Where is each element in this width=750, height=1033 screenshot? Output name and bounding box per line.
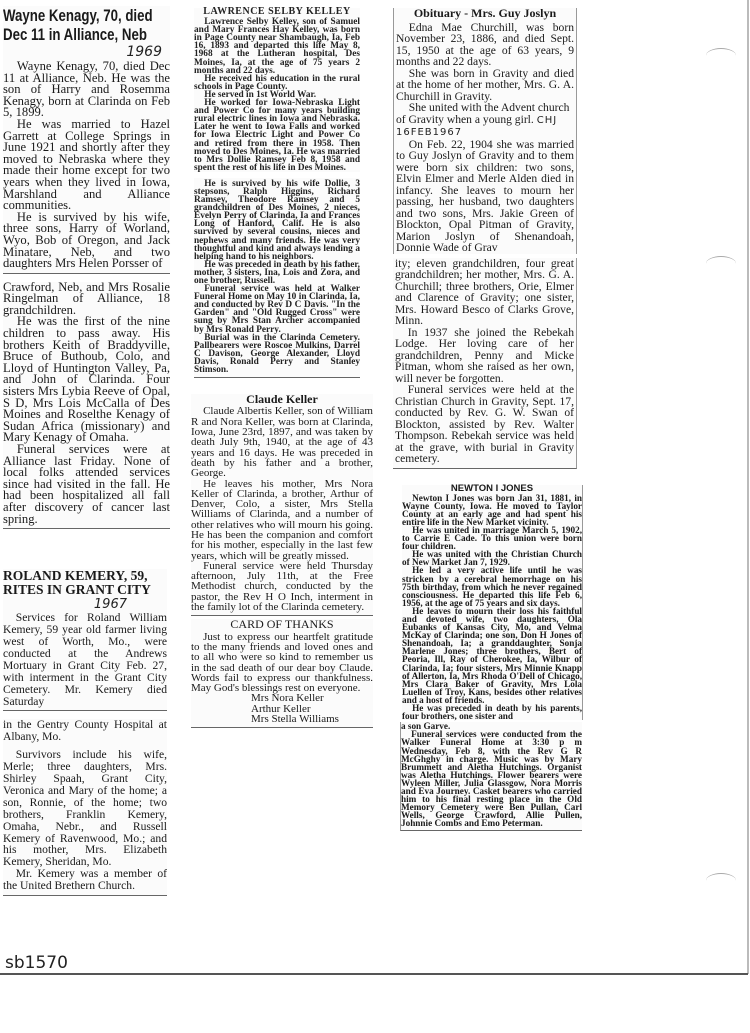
punch-hole (706, 873, 736, 888)
paragraph: On Feb. 22, 1904 she was married to Guy Joslyn of Gravity and to them were born six children: two sons, Elvin Elmer and Merle Alden died in infancy. She leaves to mourn her passing, her husband, two daughters and two sons, Mrs. Jakie Green of Blockton, Opal Pitman of Gravity, Marion Joslyn of Shenandoah, Donnie Wade of Grav (396, 137, 574, 254)
paragraph: He served in 1st World War. (204, 89, 317, 100)
paragraph: He was united with the Christian Church of New Market Jan 7, 1929. (402, 549, 582, 568)
handwritten-year: 1969 (126, 44, 162, 60)
paragraph: Edna Mae Churchill, was born November 23, 1886, and died Sept. 15, 1950 at the age of 63 years, 9 months and 22 days. (396, 20, 574, 68)
joslyn-clipping-part2 (393, 258, 577, 469)
signature: Arthur Keller (251, 702, 311, 715)
page-right-edge (747, 0, 749, 974)
paragraph: He is survived by his wife Dollie, 3 stepsons, Ralph Higgins, Richard Ramsey, Theodore Ramsey and 5 grandchildren of Des Moines, 2 nieces, Evelyn Perry of Clarinda, Ia and Frances Long of Hanford, Calif. He is also survived by several cousins, nieces and nephews and many friends. He was very thoughtful and kind and always lending a helping hand to his neighbors. (194, 178, 360, 262)
jones-clipping-part2 (400, 722, 582, 831)
paragraph-text: She united with the Advent church of Gravity when a young girl. (396, 101, 570, 126)
paragraph: Wayne Kenagy, 70, died Dec 11 at Alliance, Neb. He was the son of Harry and Rosemma Kenagy, born at Clarinda on Feb 5, 1899. (3, 59, 170, 120)
kelley-clipping-part1 (194, 8, 360, 172)
kenagy-clipping-part2 (3, 279, 170, 529)
punch-hole (706, 256, 736, 271)
kelley-clipping-part2 (194, 178, 360, 378)
paragraph: a son Garve. (401, 721, 451, 732)
signature: Mrs Stella Williams (251, 713, 339, 726)
paragraph: Funeral service was held at Walker Funeral Home on May 10 in Clarinda, Ia, and conducted by Rev D C Davis. "In the Garden" and "Old Rugged Cross" were sung by Mrs Stan Archer accompanied by Mrs Ronald Perry. (194, 284, 360, 335)
column-2 (191, 8, 373, 728)
punch-hole (706, 48, 736, 63)
card-of-thanks-title: CARD OF THANKS (230, 617, 334, 632)
kenagy-headline-line2: Dec 11 in Alliance, Neb (3, 25, 147, 44)
paragraph: Mr. Kemery was a member of the United Brethern Church. (3, 867, 167, 893)
jones-clipping-part1 (402, 482, 583, 722)
paragraph: Funeral services were at Alliance last Friday. None of local folks attended services since had visited in the fall. He had been hospitalized all fall after discovery of cancer last spring. (3, 442, 170, 526)
keller-clipping (191, 394, 373, 616)
card-of-thanks-clipping (191, 619, 373, 728)
paragraph: in the Gentry County Hospital at Albany, Mo. (3, 718, 167, 744)
paragraph: He leaves to mourn their loss his faithful and devoted wife, two daughters, Ola Eubanks of Kansas City, Mo, and Velma McKay of Clarinda; one son, Don H Jones of Shenandoah, Ia; a granddaughter, Sonja Marlene Jones; three brothers, Bert of Peoria, Ill, Ray of Cherokee, Ia, Wilbur of Clarinda, Ia; four sisters, Mrs Minnie Knapp of Allerton, Ia, Mrs Rhoda O'Dell of Chicago, Mrs Clara Baker of Gravity, Mrs Lola Luellen of Troy, Kans, besides other relatives and a host of friends. (402, 605, 582, 705)
paragraph (396, 102, 574, 139)
signature: Mrs Nora Keller (251, 692, 324, 705)
kemery-clipping-part1 (3, 569, 167, 711)
joslyn-clipping-part1 (393, 8, 577, 254)
paragraph: Services for Roland William Kemery, 59 year old farmer living west of Worth, Mo., were conducted at the Andrews Mortuary in Grant City Feb. 27, with interment in the Grant City Cemetery. Mr. Kemery died Saturday (3, 611, 167, 708)
paragraph: Funeral services were conducted from the Walker Funeral Home at 3:30 p m Wednesday, Feb 8, with the Rev G R McGhghy in charge. Music was by Mary Brummett and Aletha Hutchings. Organist was Aletha Hutchings. Flower bearers were Wyleen Miller, Julia Glassgow, Nora Morris and Eva Journey. Casket bearers who carried him to his final resting place in the Old Memory Cemetery were Ben Pullan, Carl Wells, George Crawford, Allie Pullen, Johnnie Combs and Emo Peterman. (401, 729, 582, 829)
paragraph: Lawrence Selby Kelley, son of Samuel and Mary Frances Hay Kelley, was born in Page County near Shambaugh, Ia, Feb 16, 1893 and departed this life May 8, 1968 at the Lutheran hospital, Des Moines, Ia, at the age of 75 years 2 months and 22 days. (194, 17, 360, 76)
paragraph: Funeral services were held at the Christian Church in Gravity, Sept. 17, conducted by Rev. G. W. Swan of Blockton, assisted by Rev. Walter Thompson. Rebekah service was held at the grave, with burial in Gravity cemetery. (395, 383, 574, 465)
paragraph: Funeral service were held Thursday afternoon, July 11th, at the Free Methodist church, conducted by the pastor, the Rev H O Inch, interment in the family lot of the Clarinda cemetery. (191, 559, 373, 614)
paragraph: He was married to Hazel Garrett at College Springs in June 1921 and shortly after they moved to Nebraska where they made their home except for two years when they lived in Iowa, Marshland and Alliance communities. (3, 116, 170, 213)
paragraph: Just to express our heartfelt gratitude to the many friends and loved ones and to all who were so kind to remember us in the sad death of our dear boy Claude. Words fail to express our thankfulness. May God's blessings rest on everyone. (191, 630, 373, 695)
keller-headline: Claude Keller (246, 392, 318, 407)
paragraph: He led a very active life until he was stricken by a cerebral hemorrhage on his 75th birthday, from which he never regained consciousness. He departed this life Feb 6, 1956, at the age of 75 years and six days. (402, 565, 582, 608)
page-bottom-edge (0, 973, 748, 975)
handwritten-year: 1967 (93, 597, 127, 613)
kenagy-clipping-part1 (3, 6, 170, 274)
joslyn-headline: Obituary - Mrs. Guy Joslyn (413, 6, 557, 20)
paragraph: He was united in marriage March 5, 1902, to Carrie E Cade. To this union were born four children. (402, 524, 582, 552)
paragraph: Newton I Jones was born Jan 31, 1881, in Wayne County, Iowa. He moved to Taylor County at an early age and had spent his entire life in the New Market vicinity. (402, 492, 582, 527)
paragraph: Crawford, Neb, and Mrs Rosalie Ringelman of Alliance, 18 grandchildren. (3, 279, 170, 317)
paragraph: Burial was in the Clarinda Cemetery. Pallbearers were Roscoe Mulkins, Darrel C Davison, George Alexander, Lloyd Davis, Ronald Perry and Stanley Stimson. (194, 332, 360, 376)
kelley-headline: LAWRENCE SELBY KELLEY (203, 6, 351, 17)
paragraph: She was born in Gravity and died at the home of her mother, Mrs. G. A. Churchill in Gravity. (396, 66, 574, 103)
paragraph: He is survived by his wife, three sons, Harry of Worland, Wyo, Bob of Oregon, and Jack Minatare, Neb, and two daughters Mrs Helen Porsser of (3, 209, 170, 271)
paragraph: He was the first of the nine children to pass away. His brothers Keith of Braddyville, Bruce of Buthoub, Colo, and Lloyd of Huntington Valley, Pa, and John of Clarinda. Four sisters Mrs Lybia Reeve of Opal, S D, Mrs Lois McCalla of Des Moines and Roselthe Kenagy of Sudan Africa (missionary) and Mary Kenagy of Omaha. (3, 314, 170, 445)
handwritten-page-id: sb1570 (5, 953, 68, 973)
kemery-clipping-part2 (3, 719, 167, 896)
kenagy-headline-line1: Wayne Kenagy, 70, died (3, 6, 153, 25)
paragraph: In 1937 she joined the Rebekah Lodge. Her loving care of her grandchildren, Penny and Micke Pitman, whom she raised as her own, will never be forgotten. (395, 325, 574, 385)
paragraph: He leaves his mother, Mrs Nora Keller of Clarinda, a brother, Arthur of Denver, Colo, a sister, Mrs Stella Williams of Clarinda, and a number of other relatives who will mourn his going. He has been the companion and comfort for his mother, especially in the last few years, which will be greatly missed. (191, 477, 373, 562)
kemery-headline-line2: RITES IN GRANT CITY (3, 582, 151, 598)
kemery-headline-line1: ROLAND KEMERY, 59, (3, 568, 148, 584)
column-1 (3, 6, 170, 896)
paragraph: He received his education in the rural schools in Page County. (194, 73, 360, 92)
paragraph: He was preceded in death by his parents, four brothers, one sister and (402, 703, 582, 722)
column-3 (393, 8, 583, 831)
handwritten-annotation: CHJ 16FEB1967 (396, 114, 558, 138)
paragraph: ity; eleven grandchildren, four great grandchildren; her mother, Mrs. G. A. Churchill; three brothers, Orie, Elmer and Clarence of Gravity; one sister, Mrs. Howard Besco of Clarks Grove, Minn. (395, 256, 574, 327)
paragraph: He worked for Iowa-Nebraska Light and Power Co for many years building rural electric lines in Iowa and Nebraska. Later he went to Iowa Falls and worked for Iowa Electric Light and Power Co and retired from there in 1958. Then moved to Des Moines, Ia. He was married to Mrs Dollie Ramsey Feb 8, 1958 and spent the rest of his life in Des Moines. (194, 98, 360, 173)
paragraph: He was preceded in death by his father, mother, 3 sisters, Ina, Lois and Zora, and one brother, Russell. (194, 259, 360, 286)
jones-headline: NEWTON I JONES (450, 482, 534, 494)
paragraph: Claude Albertis Keller, son of William R and Nora Keller, was born at Clarinda, Iowa, June 23rd, 1897, and was taken by death July 9th, 1940, at the age of 43 years and 16 days. He was preceded in death by his father and a brother, George. (191, 405, 373, 480)
paragraph: Survivors include his wife, Merle; three daughters, Mrs. Shirley Spaah, Grant City, Veronica and Mary of the home; a son, Ronnie, of the home; two brothers, Franklin Kemery, Omaha, Nebr., and Russell Kemery of Ravenwood, Mo.; and his mother, Mrs. Elizabeth Kemery, Sheridan, Mo. (3, 748, 167, 869)
